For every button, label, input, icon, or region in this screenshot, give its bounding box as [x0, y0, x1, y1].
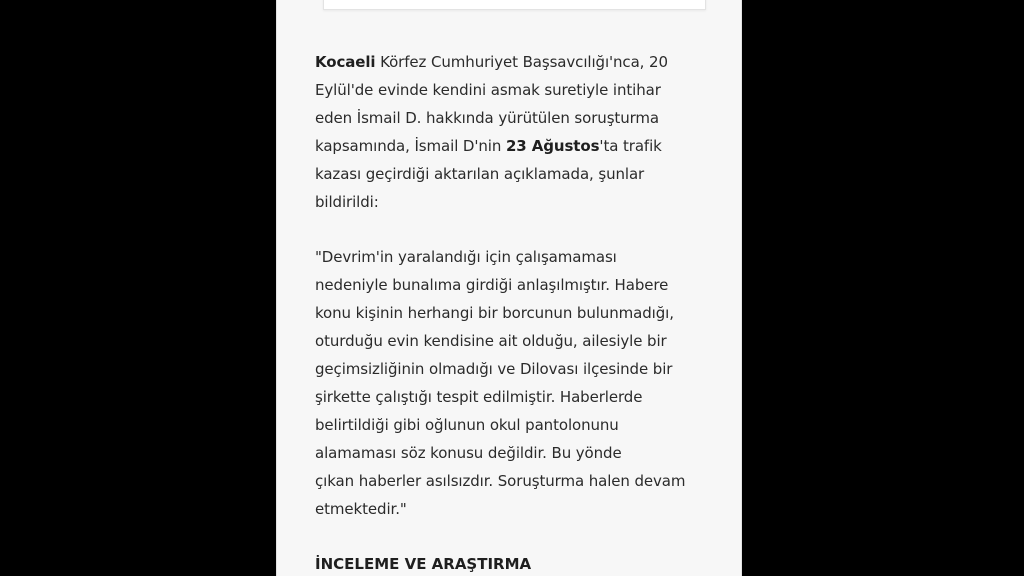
quote-line: nedeniyle bunalıma girdiği anlaşılmıştır. Habere [315, 276, 669, 294]
quote-line: "Devrim'in yaralandığı için çalışamaması [315, 248, 617, 266]
quote-line: oturduğu evin kendisine ait olduğu, ailesiyle bir [315, 332, 667, 350]
quote-line: çıkan haberler asılsızdır. Soruşturma halen devam [315, 472, 686, 490]
section-heading: İNCELEME VE ARAŞTIRMA [315, 555, 532, 573]
article-body [315, 48, 715, 576]
intro-paragraph [315, 48, 715, 216]
bold-text: 23 Ağustos [505, 137, 600, 155]
intro-line [315, 132, 715, 160]
intro-line [315, 48, 715, 76]
text-segment: Körfez Cumhuriyet Başsavcılığı'nca, 20 [375, 53, 668, 71]
intro-line [315, 188, 715, 216]
text-segment: Eylül'de evinde kendini asmak suretiyle intihar [315, 81, 661, 99]
text-segment: kapsamında, İsmail D'nin [315, 137, 506, 155]
quote-line: geçimsizliğinin olmadığı ve Dilovası ilçesinde bir [315, 360, 673, 378]
top-content-box [323, 0, 706, 10]
quote-line: konu kişinin herhangi bir borcunun bulunmadığı, [315, 304, 674, 322]
text-segment: bildirildi: [315, 193, 379, 211]
quote-line: belirtildiği gibi oğlunun okul pantolonunu [315, 416, 619, 434]
text-segment: eden İsmail D. hakkında yürütülen soruşturma [315, 109, 660, 127]
bold-text: Kocaeli [315, 53, 376, 71]
article-page [276, 0, 742, 576]
quote-line: etmektedir." [315, 500, 407, 518]
intro-line [315, 160, 715, 188]
quote-line: şirkette çalıştığı tespit edilmiştir. Haberlerde [315, 388, 643, 406]
text-segment: 'ta trafik [599, 137, 662, 155]
intro-line [315, 76, 715, 104]
text-segment: kazası geçirdiği aktarılan açıklamada, şunlar [315, 165, 645, 183]
quote-line: alamaması söz konusu değildir. Bu yönde [315, 444, 622, 462]
intro-line [315, 104, 715, 132]
quote-paragraph [315, 243, 715, 523]
